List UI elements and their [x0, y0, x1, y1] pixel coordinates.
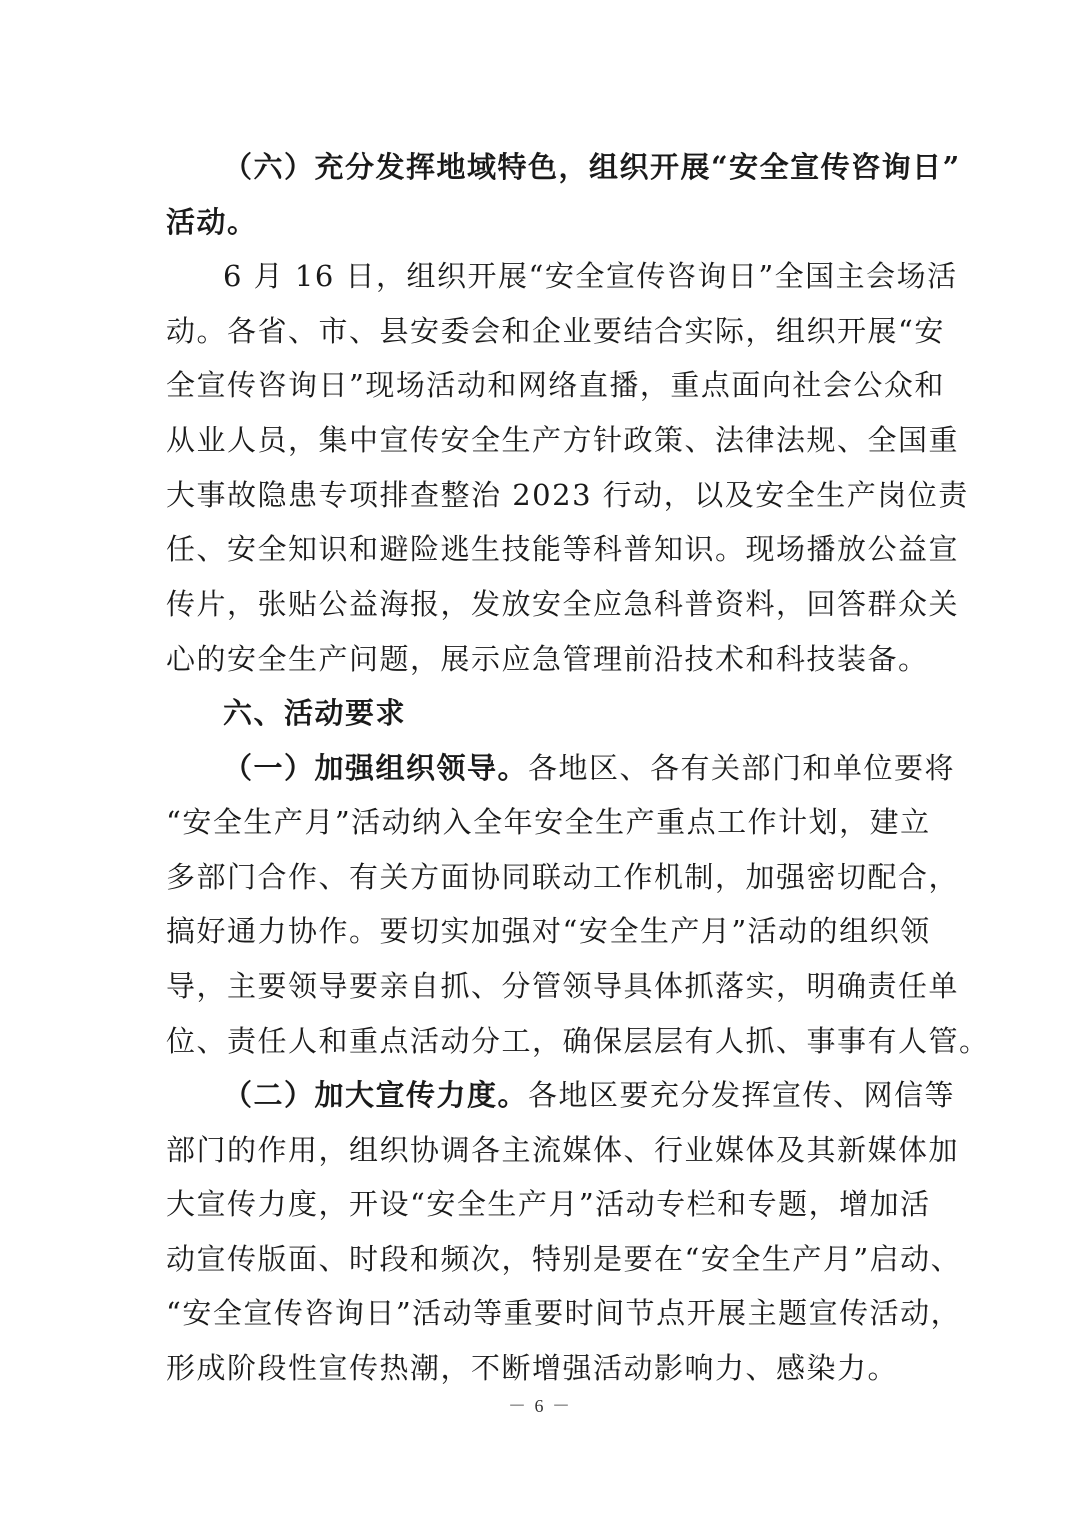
paragraph-line: “安全生产月”活动纳入全年安全生产重点工作计划，建立: [166, 805, 931, 839]
paragraph-line: 动。各省、市、县安委会和企业要结合实际，组织开展“安: [166, 314, 945, 348]
paragraph-line: 部门的作用，组织协调各主流媒体、行业媒体及其新媒体加: [166, 1133, 960, 1167]
paragraph-line: [223, 748, 956, 788]
item-heading: （二）加大宣传力度。: [223, 1078, 529, 1112]
item-text: 各地区、各有关部门和单位要将: [528, 751, 956, 785]
paragraph-line: 传片，张贴公益海报，发放安全应急科普资料，回答群众关: [166, 587, 960, 621]
section-heading-line: （六）充分发挥地域特色，组织开展“安全宣传咨询日”: [223, 150, 961, 184]
paragraph-line: 导，主要领导要亲自抓、分管领导具体抓落实，明确责任单: [166, 969, 960, 1003]
paragraph-line: 心的安全生产问题，展示应急管理前沿技术和科技装备。: [166, 642, 929, 676]
paragraph-line: 搞好通力协作。要切实加强对“安全生产月”活动的组织领: [166, 914, 931, 948]
paragraph-line: 全宣传咨询日”现场活动和网络直播，重点面向社会公众和: [166, 368, 945, 402]
chapter-title: 六、活动要求: [223, 696, 407, 730]
paragraph-line: 多部门合作、有关方面协同联动工作机制，加强密切配合，: [166, 860, 960, 894]
paragraph-line: 形成阶段性宣传热潮，不断增强活动影响力、感染力。: [166, 1351, 899, 1385]
item-heading: （一）加强组织领导。: [223, 751, 529, 785]
page-number: － 6 －: [508, 1396, 572, 1416]
paragraph-line: 动宣传版面、时段和频次，特别是要在“安全生产月”启动、: [166, 1242, 962, 1276]
paragraph-line: 大宣传力度，开设“安全生产月”活动专栏和专题，增加活: [166, 1187, 931, 1221]
section-heading-line: 活动。: [166, 205, 258, 239]
item-text: 各地区要充分发挥宣传、网信等: [528, 1078, 956, 1112]
paragraph-line: 从业人员，集中宣传安全生产方针政策、法律法规、全国重: [166, 423, 960, 457]
paragraph-line: 6 月 16 日，组织开展“安全宣传咨询日”全国主会场活: [223, 259, 958, 293]
paragraph-line: 大事故隐患专项排查整治 2023 行动，以及安全生产岗位责: [166, 478, 969, 512]
paragraph-line: 位、责任人和重点活动分工，确保层层有人抓、事事有人管。: [166, 1024, 990, 1058]
paragraph-line: [223, 1075, 956, 1115]
paragraph-line: 任、安全知识和避险逃生技能等科普知识。现场播放公益宣: [166, 532, 960, 566]
paragraph-line: “安全宣传咨询日”活动等重要时间节点开展主题宣传活动，: [166, 1296, 962, 1330]
